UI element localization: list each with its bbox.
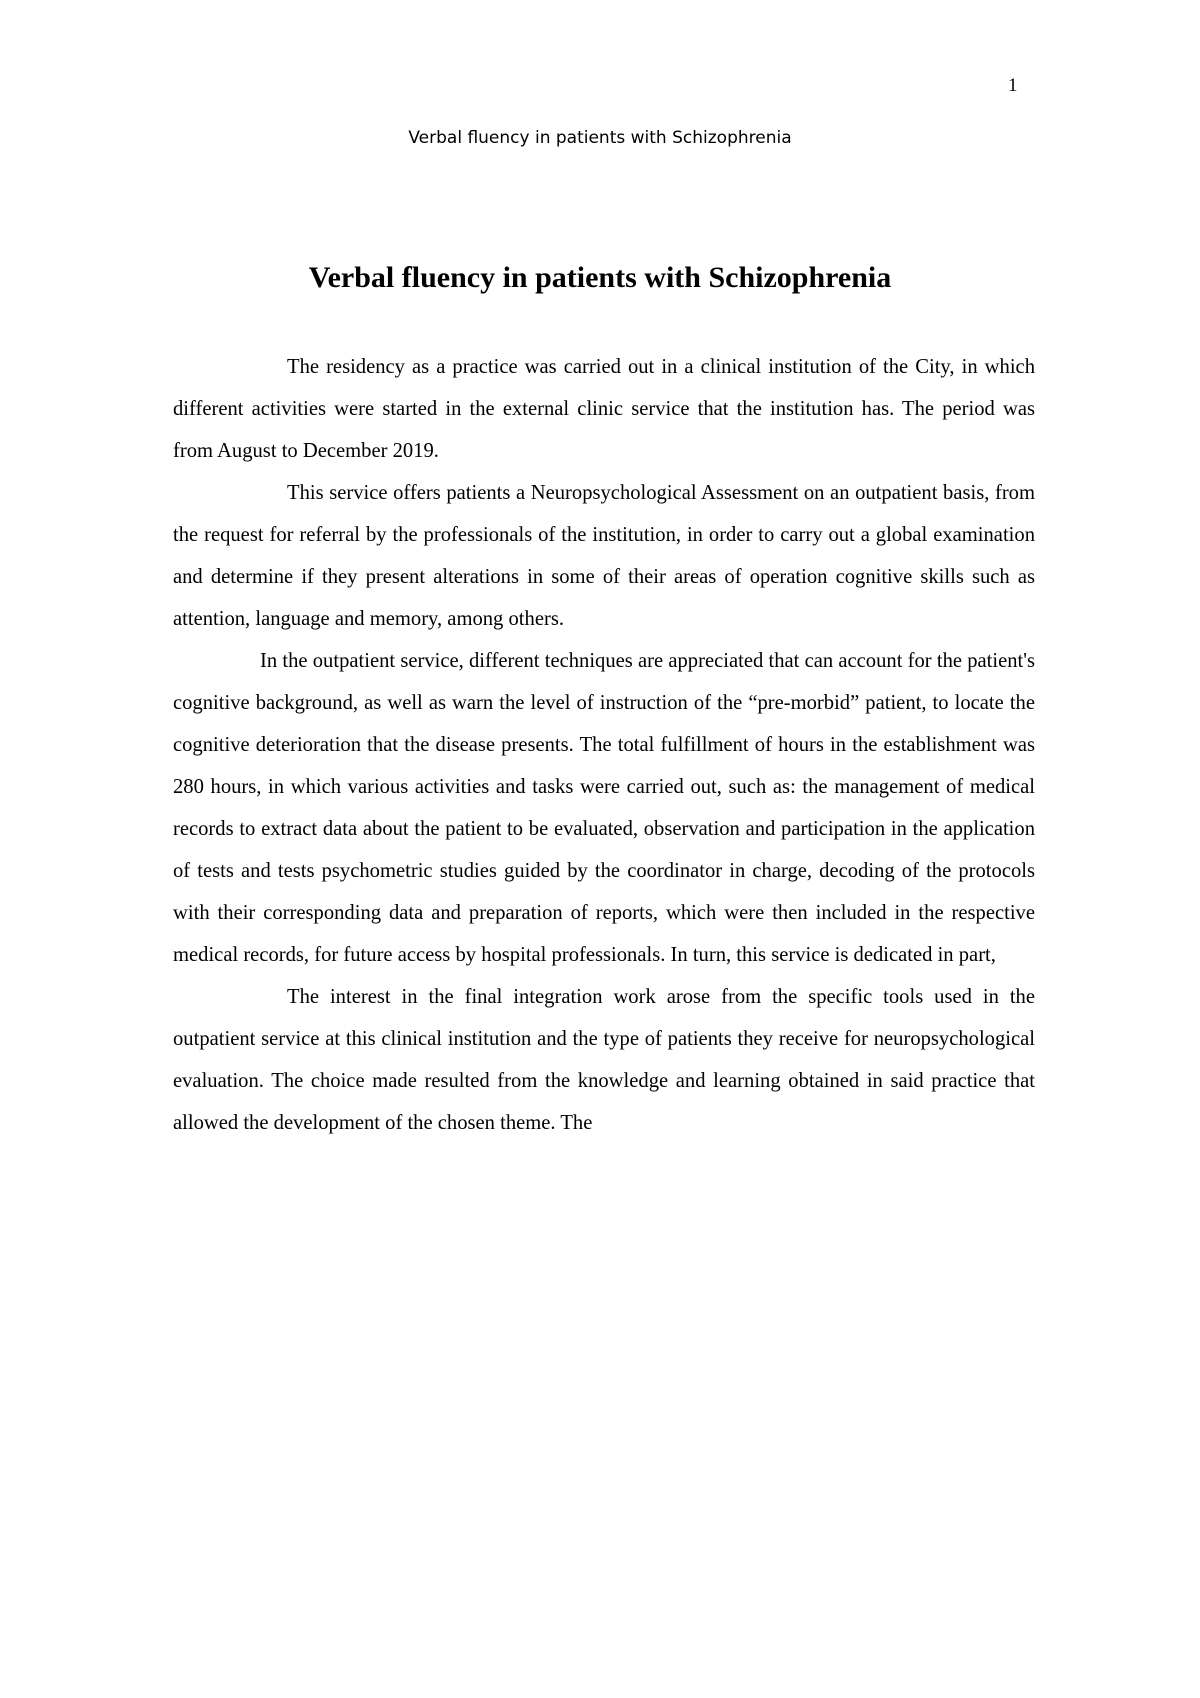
paragraph: This service offers patients a Neuropsychological Assessment on an outpatient basis, from the request for referral by the professionals of the institution, in order to carry out a global examination and determine if they present alterations in some of their areas of operation cognitive skills such as attention, language and memory, among others. xyxy=(173,482,1035,630)
paragraph: The residency as a practice was carried out in a clinical institution of the City, in which different activities were started in the external clinic service that the institution has. The period was from August to December 2019. xyxy=(173,356,1035,462)
page-number: 1 xyxy=(1008,75,1018,96)
document-title: Verbal fluency in patients with Schizophrenia xyxy=(308,261,892,294)
document-body xyxy=(173,346,1035,1144)
paragraph: The interest in the final integration work arose from the specific tools used in the outpatient service at this clinical institution and the type of patients they receive for neuropsychological evaluation. The choice made resulted from the knowledge and learning obtained in said practice that allowed the development of the chosen theme. The xyxy=(173,986,1035,1134)
running-header: Verbal fluency in patients with Schizophrenia xyxy=(408,128,792,148)
paragraph: In the outpatient service, different techniques are appreciated that can account for the patient's cognitive background, as well as warn the level of instruction of the “pre-morbid” patient, to locate the cognitive deterioration that the disease presents. The total fulfillment of hours in the establishment was 280 hours, in which various activities and tasks were carried out, such as: the management of medical records to extract data about the patient to be evaluated, observation and participation in the application of tests and tests psychometric studies guided by the coordinator in charge, decoding of the protocols with their corresponding data and preparation of reports, which were then included in the respective medical records, for future access by hospital professionals. In turn, this service is dedicated in part, xyxy=(173,650,1035,966)
